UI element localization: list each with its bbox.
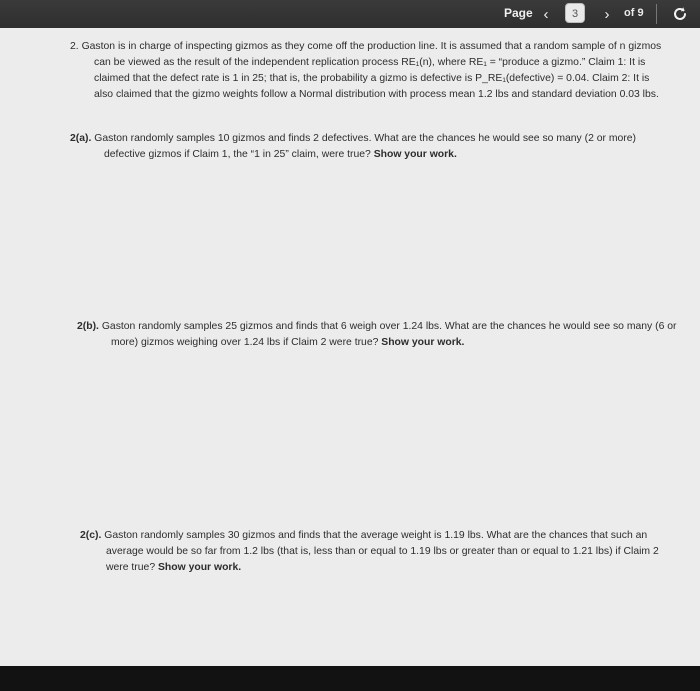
- refresh-icon: [670, 4, 690, 24]
- part-a: [70, 131, 674, 163]
- part-b-text: Gaston randomly samples 25 gizmos and finds that 6 weigh over 1.24 lbs. What are the chances he would see so many (6 or more) gizmos weighing over 1.24 lbs if Claim 2 were true?: [101, 321, 677, 348]
- part-b-emphasis: Show your work.: [381, 337, 465, 348]
- part-c-label: 2(c).: [80, 530, 102, 541]
- page-label: Page: [504, 6, 533, 20]
- problem-2-intro: [70, 39, 664, 103]
- part-a-text: Gaston randomly samples 10 gizmos and finds 2 defectives. What are the chances he would see so many (2 or more) defective gizmos if Claim 1, the “1 in 25” claim, were true?: [94, 133, 636, 160]
- total-pages-label: of 9: [624, 7, 644, 19]
- bottom-bar: [0, 666, 700, 691]
- prev-page-button[interactable]: [537, 4, 555, 24]
- chevron-right-icon: ›: [604, 5, 610, 23]
- part-a-emphasis: Show your work.: [373, 149, 457, 160]
- part-c-emphasis: Show your work.: [157, 562, 242, 573]
- toolbar-divider: [656, 4, 657, 24]
- part-b-label: 2(b).: [77, 321, 99, 332]
- part-c: [80, 528, 666, 576]
- part-a-label: 2(a).: [70, 133, 92, 144]
- part-c-text: Gaston randomly samples 30 gizmos and finds that the average weight is 1.19 lbs. What are the chances that such an average would be so far from 1.2 lbs (that is, less than or equal to 1.19 lbs or greater than or equal to 1.21 lbs) if Claim 2 were true?: [104, 530, 659, 573]
- next-page-button[interactable]: [598, 4, 616, 24]
- problem-intro-text: Gaston is in charge of inspecting gizmos as they come off the production line. It is assumed that a random sample of n gizmos can be viewed as the result of the independent replication process RE₁(n), where RE₁ = “produce a gizmo.” Claim 1: It is claimed that the defect rate is 1 in 25; that is, the probability a gizmo is defective is P_RE₁(defective) = 0.04. Claim 2: It is also claimed that the gizmo weights follow a Normal distribution with process mean 1.2 lbs and standard deviation 0.03 lbs.: [81, 41, 662, 100]
- problem-number: 2.: [70, 41, 79, 52]
- viewer-toolbar: [0, 0, 700, 28]
- refresh-button[interactable]: [670, 4, 690, 24]
- part-b: [77, 319, 681, 351]
- chevron-left-icon: ‹: [543, 5, 549, 23]
- current-page-input[interactable]: 3: [565, 3, 585, 23]
